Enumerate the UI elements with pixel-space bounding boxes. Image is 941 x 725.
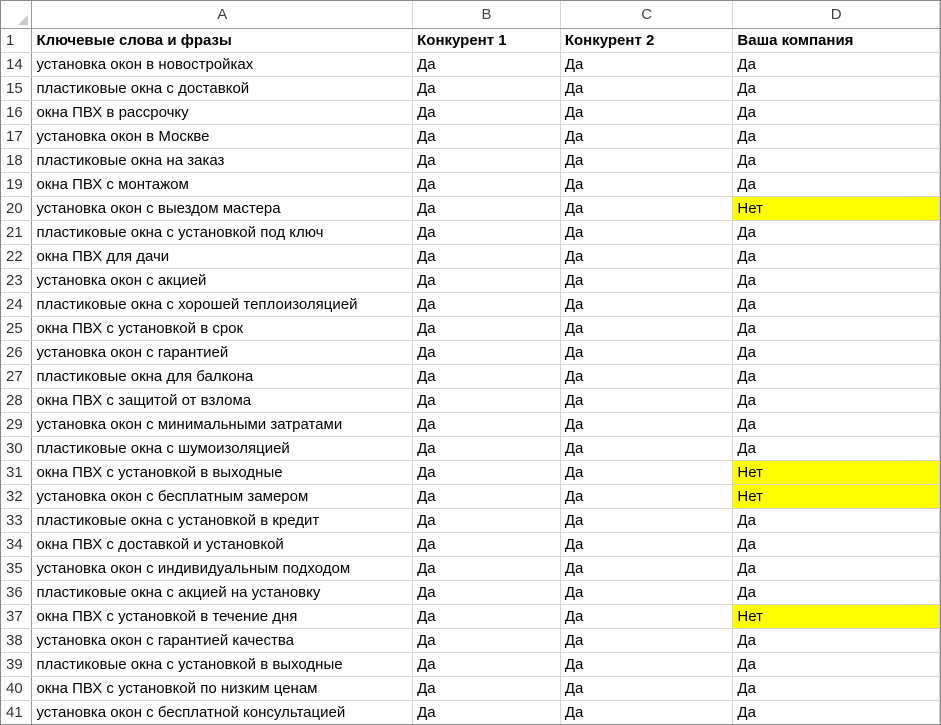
cell-competitor-1[interactable]: Да bbox=[413, 389, 561, 413]
cell-competitor-1[interactable]: Да bbox=[413, 413, 561, 437]
cell-competitor-1[interactable]: Да bbox=[413, 605, 561, 629]
cell-your-company[interactable]: Да bbox=[733, 245, 940, 269]
cell-competitor-2[interactable]: Да bbox=[560, 245, 733, 269]
sheet-grid bbox=[1, 1, 940, 725]
cell-keyword[interactable]: установка окон с индивидуальным подходом bbox=[32, 557, 413, 581]
table-row bbox=[1, 269, 940, 293]
table-row bbox=[1, 101, 940, 125]
row-header[interactable]: 14 bbox=[1, 53, 32, 77]
cell-your-company[interactable]: Нет bbox=[733, 485, 940, 509]
cell-competitor-2[interactable]: Да bbox=[560, 149, 733, 173]
cell-competitor-2[interactable]: Да bbox=[560, 509, 733, 533]
cell-competitor-1[interactable]: Да bbox=[413, 269, 561, 293]
table-row-header bbox=[1, 29, 940, 53]
cell-competitor-2[interactable]: Да bbox=[560, 653, 733, 677]
cell-competitor-2[interactable]: Да bbox=[560, 293, 733, 317]
cell-your-company[interactable]: Да bbox=[733, 533, 940, 557]
row-header[interactable]: 27 bbox=[1, 365, 32, 389]
cell-keyword[interactable]: окна ПВХ с защитой от взлома bbox=[32, 389, 413, 413]
cell-competitor-1[interactable]: Да bbox=[413, 365, 561, 389]
cell-keyword[interactable]: пластиковые окна с хорошей теплоизоляцией bbox=[32, 293, 413, 317]
cell-your-company[interactable]: Да bbox=[733, 389, 940, 413]
cell-competitor-2[interactable]: Да bbox=[560, 533, 733, 557]
table-row bbox=[1, 581, 940, 605]
table-row bbox=[1, 245, 940, 269]
cell-your-company[interactable]: Нет bbox=[733, 605, 940, 629]
row-header[interactable]: 39 bbox=[1, 653, 32, 677]
cell-competitor-1[interactable]: Да bbox=[413, 293, 561, 317]
row-header[interactable]: 40 bbox=[1, 677, 32, 701]
cell-keyword[interactable]: окна ПВХ с установкой в течение дня bbox=[32, 605, 413, 629]
row-header[interactable]: 15 bbox=[1, 77, 32, 101]
cell-competitor-2[interactable]: Да bbox=[560, 317, 733, 341]
row-header[interactable]: 25 bbox=[1, 317, 32, 341]
row-header[interactable]: 19 bbox=[1, 173, 32, 197]
table-row bbox=[1, 221, 940, 245]
cell-your-company[interactable]: Нет bbox=[733, 197, 940, 221]
select-all-corner[interactable] bbox=[1, 1, 32, 29]
table-row bbox=[1, 389, 940, 413]
cell-header-keywords[interactable]: Ключевые слова и фразы bbox=[32, 29, 413, 53]
table-row bbox=[1, 293, 940, 317]
cell-keyword[interactable]: пластиковые окна с акцией на установку bbox=[32, 581, 413, 605]
cell-your-company[interactable]: Да bbox=[733, 293, 940, 317]
cell-keyword[interactable]: пластиковые окна с шумоизоляцией bbox=[32, 437, 413, 461]
cell-competitor-1[interactable]: Да bbox=[413, 461, 561, 485]
cell-keyword[interactable]: установка окон с гарантией bbox=[32, 341, 413, 365]
table-row bbox=[1, 605, 940, 629]
cell-competitor-1[interactable]: Да bbox=[413, 509, 561, 533]
cell-competitor-1[interactable]: Да bbox=[413, 437, 561, 461]
cell-your-company[interactable]: Да bbox=[733, 101, 940, 125]
row-header[interactable]: 24 bbox=[1, 293, 32, 317]
cell-competitor-2[interactable]: Да bbox=[560, 581, 733, 605]
row-header[interactable]: 33 bbox=[1, 509, 32, 533]
cell-competitor-2[interactable]: Да bbox=[560, 557, 733, 581]
row-header[interactable]: 20 bbox=[1, 197, 32, 221]
cell-your-company[interactable]: Нет bbox=[733, 461, 940, 485]
cell-keyword[interactable]: окна ПВХ с монтажом bbox=[32, 173, 413, 197]
table-row bbox=[1, 53, 940, 77]
cell-your-company[interactable]: Да bbox=[733, 221, 940, 245]
cell-competitor-2[interactable]: Да bbox=[560, 125, 733, 149]
cell-your-company[interactable]: Да bbox=[733, 437, 940, 461]
cell-competitor-2[interactable]: Да bbox=[560, 389, 733, 413]
cell-competitor-2[interactable]: Да bbox=[560, 365, 733, 389]
cell-competitor-1[interactable]: Да bbox=[413, 77, 561, 101]
cell-keyword[interactable]: окна ПВХ в рассрочку bbox=[32, 101, 413, 125]
cell-your-company[interactable]: Да bbox=[733, 557, 940, 581]
cell-competitor-1[interactable]: Да bbox=[413, 101, 561, 125]
cell-keyword[interactable]: окна ПВХ с установкой в выходные bbox=[32, 461, 413, 485]
cell-keyword[interactable]: установка окон в новостройках bbox=[32, 53, 413, 77]
cell-competitor-1[interactable]: Да bbox=[413, 149, 561, 173]
row-header[interactable]: 28 bbox=[1, 389, 32, 413]
cell-keyword[interactable]: установка окон с бесплатной консультацией bbox=[32, 701, 413, 725]
cell-competitor-1[interactable]: Да bbox=[413, 197, 561, 221]
table-row bbox=[1, 197, 940, 221]
cell-competitor-1[interactable]: Да bbox=[413, 125, 561, 149]
cell-your-company[interactable]: Да bbox=[733, 581, 940, 605]
cell-keyword[interactable]: пластиковые окна для балкона bbox=[32, 365, 413, 389]
cell-competitor-1[interactable]: Да bbox=[413, 557, 561, 581]
table-row bbox=[1, 509, 940, 533]
table-row bbox=[1, 461, 940, 485]
cell-competitor-2[interactable]: Да bbox=[560, 341, 733, 365]
cell-competitor-1[interactable]: Да bbox=[413, 53, 561, 77]
cell-competitor-2[interactable]: Да bbox=[560, 605, 733, 629]
cell-your-company[interactable]: Да bbox=[733, 53, 940, 77]
cell-competitor-2[interactable]: Да bbox=[560, 101, 733, 125]
cell-competitor-1[interactable]: Да bbox=[413, 173, 561, 197]
table-row bbox=[1, 365, 940, 389]
cell-keyword[interactable]: пластиковые окна с установкой в кредит bbox=[32, 509, 413, 533]
row-header[interactable]: 21 bbox=[1, 221, 32, 245]
cell-header-competitor-2[interactable]: Конкурент 2 bbox=[560, 29, 733, 53]
cell-your-company[interactable]: Да bbox=[733, 365, 940, 389]
cell-keyword[interactable]: установка окон с выездом мастера bbox=[32, 197, 413, 221]
cell-your-company[interactable]: Да bbox=[733, 125, 940, 149]
row-header[interactable]: 30 bbox=[1, 437, 32, 461]
row-header[interactable]: 22 bbox=[1, 245, 32, 269]
table-row bbox=[1, 485, 940, 509]
cell-keyword[interactable]: установка окон в Москве bbox=[32, 125, 413, 149]
cell-header-competitor-1[interactable]: Конкурент 1 bbox=[413, 29, 561, 53]
row-header[interactable]: 36 bbox=[1, 581, 32, 605]
table-row bbox=[1, 557, 940, 581]
cell-competitor-1[interactable]: Да bbox=[413, 533, 561, 557]
row-header[interactable]: 32 bbox=[1, 485, 32, 509]
cell-your-company[interactable]: Да bbox=[733, 149, 940, 173]
cell-your-company[interactable]: Да bbox=[733, 269, 940, 293]
cell-your-company[interactable]: Да bbox=[733, 653, 940, 677]
row-header[interactable]: 26 bbox=[1, 341, 32, 365]
cell-your-company[interactable]: Да bbox=[733, 341, 940, 365]
cell-your-company[interactable]: Да bbox=[733, 701, 940, 725]
column-header-a[interactable]: A bbox=[32, 1, 413, 29]
table-row bbox=[1, 341, 940, 365]
cell-competitor-2[interactable]: Да bbox=[560, 461, 733, 485]
cell-competitor-1[interactable]: Да bbox=[413, 701, 561, 725]
row-header[interactable]: 23 bbox=[1, 269, 32, 293]
cell-keyword[interactable]: пластиковые окна с установкой в выходные bbox=[32, 653, 413, 677]
cell-keyword[interactable]: установка окон с гарантией качества bbox=[32, 629, 413, 653]
cell-competitor-2[interactable]: Да bbox=[560, 701, 733, 725]
row-header[interactable]: 1 bbox=[1, 29, 32, 53]
cell-competitor-1[interactable]: Да bbox=[413, 341, 561, 365]
cell-competitor-1[interactable]: Да bbox=[413, 317, 561, 341]
table-row bbox=[1, 173, 940, 197]
cell-your-company[interactable]: Да bbox=[733, 629, 940, 653]
cell-keyword[interactable]: пластиковые окна на заказ bbox=[32, 149, 413, 173]
cell-your-company[interactable]: Да bbox=[733, 173, 940, 197]
row-header[interactable]: 18 bbox=[1, 149, 32, 173]
cell-keyword[interactable]: установка окон с минимальными затратами bbox=[32, 413, 413, 437]
cell-competitor-1[interactable]: Да bbox=[413, 221, 561, 245]
row-header[interactable]: 37 bbox=[1, 605, 32, 629]
cell-your-company[interactable]: Да bbox=[733, 77, 940, 101]
cell-keyword[interactable]: установка окон с акцией bbox=[32, 269, 413, 293]
row-header[interactable]: 31 bbox=[1, 461, 32, 485]
cell-competitor-2[interactable]: Да bbox=[560, 677, 733, 701]
column-header-d[interactable]: D bbox=[733, 1, 940, 29]
cell-competitor-2[interactable]: Да bbox=[560, 197, 733, 221]
table-row bbox=[1, 149, 940, 173]
cell-competitor-1[interactable]: Да bbox=[413, 485, 561, 509]
cell-keyword[interactable]: пластиковые окна с доставкой bbox=[32, 77, 413, 101]
row-header[interactable]: 29 bbox=[1, 413, 32, 437]
cell-competitor-2[interactable]: Да bbox=[560, 77, 733, 101]
table-row bbox=[1, 413, 940, 437]
row-header[interactable]: 38 bbox=[1, 629, 32, 653]
row-header[interactable]: 35 bbox=[1, 557, 32, 581]
table-row bbox=[1, 629, 940, 653]
table-row bbox=[1, 677, 940, 701]
cell-competitor-1[interactable]: Да bbox=[413, 653, 561, 677]
cell-competitor-1[interactable]: Да bbox=[413, 581, 561, 605]
table-row bbox=[1, 77, 940, 101]
cell-competitor-2[interactable]: Да bbox=[560, 173, 733, 197]
cell-your-company[interactable]: Да bbox=[733, 509, 940, 533]
cell-your-company[interactable]: Да bbox=[733, 413, 940, 437]
table-row bbox=[1, 437, 940, 461]
column-header-b[interactable]: B bbox=[413, 1, 561, 29]
table-row bbox=[1, 125, 940, 149]
cell-keyword[interactable]: установка окон с бесплатным замером bbox=[32, 485, 413, 509]
cell-keyword[interactable]: окна ПВХ с установкой по низким ценам bbox=[32, 677, 413, 701]
cell-keyword[interactable]: пластиковые окна с установкой под ключ bbox=[32, 221, 413, 245]
cell-keyword[interactable]: окна ПВХ с доставкой и установкой bbox=[32, 533, 413, 557]
cell-competitor-2[interactable]: Да bbox=[560, 629, 733, 653]
row-header[interactable]: 17 bbox=[1, 125, 32, 149]
row-header[interactable]: 34 bbox=[1, 533, 32, 557]
cell-your-company[interactable]: Да bbox=[733, 317, 940, 341]
cell-competitor-2[interactable]: Да bbox=[560, 437, 733, 461]
cell-competitor-1[interactable]: Да bbox=[413, 245, 561, 269]
cell-competitor-2[interactable]: Да bbox=[560, 53, 733, 77]
table-row bbox=[1, 653, 940, 677]
cell-competitor-2[interactable]: Да bbox=[560, 485, 733, 509]
cell-competitor-2[interactable]: Да bbox=[560, 221, 733, 245]
row-header[interactable]: 16 bbox=[1, 101, 32, 125]
cell-competitor-2[interactable]: Да bbox=[560, 269, 733, 293]
table-row bbox=[1, 701, 940, 725]
cell-header-your-company[interactable]: Ваша компания bbox=[733, 29, 940, 53]
cell-competitor-1[interactable]: Да bbox=[413, 677, 561, 701]
cell-competitor-2[interactable]: Да bbox=[560, 413, 733, 437]
cell-keyword[interactable]: окна ПВХ для дачи bbox=[32, 245, 413, 269]
cell-your-company[interactable]: Да bbox=[733, 677, 940, 701]
cell-keyword[interactable]: окна ПВХ с установкой в срок bbox=[32, 317, 413, 341]
table-row bbox=[1, 533, 940, 557]
table-row bbox=[1, 317, 940, 341]
column-header-c[interactable]: C bbox=[560, 1, 733, 29]
cell-competitor-1[interactable]: Да bbox=[413, 629, 561, 653]
row-header[interactable]: 41 bbox=[1, 701, 32, 725]
